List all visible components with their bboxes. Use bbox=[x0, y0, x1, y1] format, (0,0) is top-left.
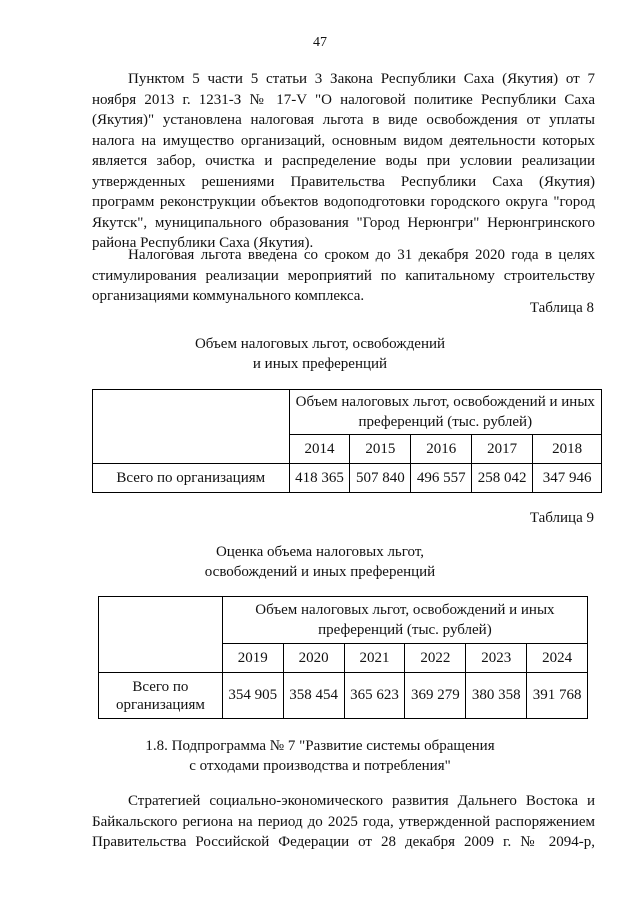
table-8-title bbox=[0, 334, 640, 374]
table-8-corner-cell bbox=[93, 390, 290, 464]
table-9-value: 358 454 bbox=[283, 673, 344, 719]
table-8-year: 2014 bbox=[289, 435, 350, 464]
table-9-title bbox=[0, 542, 640, 582]
table-9-year: 2021 bbox=[344, 644, 405, 673]
table-8-value: 496 557 bbox=[411, 464, 472, 493]
table-9-year: 2024 bbox=[527, 644, 588, 673]
table-9-title-line1: Оценка объема налоговых льгот, bbox=[215, 544, 425, 560]
table-8-value: 347 946 bbox=[533, 464, 602, 493]
table-8-value: 507 840 bbox=[350, 464, 411, 493]
table-8-year: 2018 bbox=[533, 435, 602, 464]
table-9-value: 380 358 bbox=[466, 673, 527, 719]
table-9-year: 2023 bbox=[466, 644, 527, 673]
paragraph-strategy: Стратегией социально-экономического развития Дальнего Востока и Байкальского региона на период до 2025 года, утвержденной распоряжением Правительства Российской Федерации от 28 декабря 2009 г. № 2094-р, bbox=[92, 793, 595, 850]
table-9-value: 365 623 bbox=[344, 673, 405, 719]
table-8-label: Таблица 8 bbox=[529, 300, 594, 316]
table-9-year: 2019 bbox=[222, 644, 283, 673]
table-9-title-line2: освобождений и иных преференций bbox=[204, 564, 436, 580]
paragraph-tax-benefit-term: Налоговая льгота введена со сроком до 31 декабря 2020 года в целях стимулирования реализации мероприятий по капитальному строительству организациями коммунального комплекса. bbox=[92, 247, 595, 304]
table-9-corner-cell bbox=[99, 597, 223, 673]
table-9-year: 2020 bbox=[283, 644, 344, 673]
table-9-total-row bbox=[99, 673, 588, 719]
table-9-value: 369 279 bbox=[405, 673, 466, 719]
table-9-header-row bbox=[99, 597, 588, 644]
table-8-header-row bbox=[93, 390, 602, 435]
table-8-total-row bbox=[93, 464, 602, 493]
page-number: 47 bbox=[313, 35, 327, 50]
table-8-year: 2017 bbox=[472, 435, 533, 464]
table-9 bbox=[98, 596, 588, 719]
table-8-year: 2015 bbox=[350, 435, 411, 464]
table-8-title-line2: и иных преференций bbox=[252, 356, 388, 372]
table-8-row-label: Всего по организациям bbox=[93, 464, 290, 493]
table-8-value: 418 365 bbox=[289, 464, 350, 493]
subsection-heading-line1: 1.8. Подпрограмма № 7 "Развитие системы обращения bbox=[145, 738, 495, 754]
table-8 bbox=[92, 389, 602, 493]
table-9-label: Таблица 9 bbox=[529, 510, 594, 526]
table-8-year: 2016 bbox=[411, 435, 472, 464]
table-8-title-line1: Объем налоговых льгот, освобождений bbox=[194, 336, 446, 352]
paragraph-tax-law: Пунктом 5 части 5 статьи 3 Закона Республики Саха (Якутия) от 7 ноября 2013 г. 1231-З № 17-V "О налоговой политике Республики Саха (Якутия)" установлена налоговая льгота в виде освобождения от уплаты налога на имущество организаций, основным видом деятельности которых является забор, очистка и распределение воды при условии реализации утвержденных решениями Правительства Республики Саха (Якутия) программ реконструкции объектов водоподготовки городского округа "город Якутск", муниципального образования "Город Нерюнгри" Нерюнгринского района Республики Саха (Якутия). bbox=[92, 71, 595, 251]
table-9-row-label: Всего по организациям bbox=[99, 673, 223, 719]
table-9-year: 2022 bbox=[405, 644, 466, 673]
subsection-heading bbox=[0, 736, 640, 776]
table-8-header: Объем налоговых льгот, освобождений и иных преференций (тыс. рублей) bbox=[289, 390, 601, 435]
table-8-value: 258 042 bbox=[472, 464, 533, 493]
table-9-header: Объем налоговых льгот, освобождений и иных преференций (тыс. рублей) bbox=[222, 597, 587, 644]
table-9-value: 354 905 bbox=[222, 673, 283, 719]
table-9-value: 391 768 bbox=[527, 673, 588, 719]
subsection-heading-line2: с отходами производства и потребления" bbox=[189, 758, 451, 774]
